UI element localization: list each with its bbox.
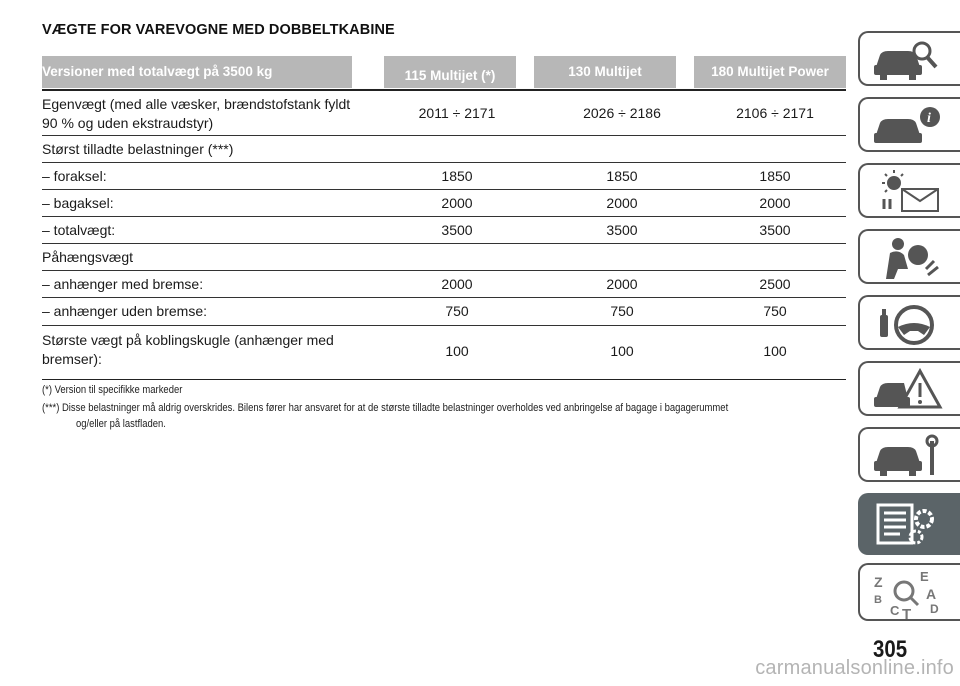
cell-180-multijet-power: 2500 <box>759 276 791 292</box>
cell-115-multijet: 100 <box>445 343 469 359</box>
cell-115-multijet: 2011 ÷ 2171 <box>418 105 496 121</box>
cell-130-multijet: 100 <box>610 343 634 359</box>
row-label: Største vægt på koblingskugle (anhænger med bremser): <box>42 332 334 367</box>
alphabetical-index-icon <box>868 569 948 621</box>
cell-180-multijet-power: 2000 <box>759 195 791 211</box>
tab-technical-data[interactable] <box>858 493 960 555</box>
table-header-115-multijet <box>384 56 516 88</box>
table-row <box>42 217 846 244</box>
cell-115-multijet: 2000 <box>441 195 473 211</box>
footnote-version: (*) Version til specifikke markeder <box>42 384 183 396</box>
steering-wheel-icon <box>868 301 948 347</box>
watermark: carmanualsonline.info <box>755 657 954 679</box>
cell-130-multijet: 2000 <box>606 195 638 211</box>
index-letter: Z <box>874 574 883 590</box>
svg-text:i: i <box>927 111 931 126</box>
index-letter: T <box>902 606 912 621</box>
cell-130-multijet: 1850 <box>606 168 638 184</box>
cell-180-multijet-power: 1850 <box>759 168 791 184</box>
index-letter: C <box>890 603 900 618</box>
cell-130-multijet: 2000 <box>606 276 638 292</box>
header-label: 180 Multijet Power <box>711 64 829 79</box>
cell-130-multijet: 2026 ÷ 2186 <box>583 105 661 121</box>
table-header-180-multijet-power <box>694 56 846 88</box>
cell-180-multijet-power: 3500 <box>759 222 791 238</box>
cell-130-multijet: 750 <box>610 303 634 319</box>
cell-115-multijet: 1850 <box>441 168 473 184</box>
row-label: – anhænger uden bremse: <box>42 303 207 319</box>
index-letter: A <box>926 586 937 602</box>
technical-data-icon <box>868 499 948 549</box>
cell-180-multijet-power: 100 <box>763 343 787 359</box>
footnote-max-loads-continued: og/eller på lastfladen. <box>76 418 166 430</box>
car-search-icon <box>868 37 948 83</box>
table-header-130-multijet <box>534 56 676 88</box>
tab-car-search[interactable] <box>858 31 960 86</box>
cell-180-multijet-power: 2106 ÷ 2171 <box>736 105 814 121</box>
tab-alphabetical-index[interactable] <box>858 563 960 621</box>
table-row <box>42 298 846 326</box>
table-row <box>42 190 846 217</box>
page-title: VÆGTE FOR VAREVOGNE MED DOBBELTKABINE <box>42 22 395 38</box>
cell-115-multijet: 2000 <box>441 276 473 292</box>
row-label: – bagaksel: <box>42 195 114 211</box>
index-letter: E <box>920 569 929 584</box>
table-row <box>42 91 846 136</box>
row-label: Påhængsvægt <box>42 249 134 265</box>
row-label: Størst tilladte belastninger (***) <box>42 141 234 157</box>
table-header-versions <box>42 56 352 88</box>
tab-car-service[interactable] <box>858 427 960 482</box>
tab-car-warning[interactable] <box>858 361 960 416</box>
index-letter: D <box>930 602 939 616</box>
cell-130-multijet: 3500 <box>606 222 638 238</box>
index-letter: B <box>874 594 882 606</box>
header-label: 130 Multijet <box>568 64 642 79</box>
header-label: Versioner med totalvægt på 3500 kg <box>42 64 273 79</box>
tab-dashboard-lights[interactable] <box>858 163 960 218</box>
cell-115-multijet: 750 <box>445 303 469 319</box>
header-label: 115 Multijet (*) <box>404 68 496 83</box>
table-row <box>42 136 846 163</box>
footnote-max-loads: (***) Disse belastninger må aldrig overskrides. Bilens fører har ansvaret for at de største tilladte belastninger overholdes ved anbringelse af bagage i bagagerummet <box>42 402 729 414</box>
table-row <box>42 326 846 380</box>
row-label: – anhænger med bremse: <box>42 276 204 292</box>
car-info-icon <box>868 103 948 149</box>
table-row <box>42 271 846 298</box>
airbag-passenger-icon <box>868 235 948 281</box>
page-number: 305 <box>873 636 908 663</box>
row-label: – totalvægt: <box>42 222 116 238</box>
tab-steering-wheel[interactable] <box>858 295 960 350</box>
cell-115-multijet: 3500 <box>441 222 473 238</box>
cell-180-multijet-power: 750 <box>763 303 787 319</box>
car-service-icon <box>868 433 948 479</box>
dashboard-lights-icon <box>868 169 948 215</box>
tab-car-info[interactable] <box>858 97 960 152</box>
tab-airbag-passenger[interactable] <box>858 229 960 284</box>
row-label: Egenvægt (med alle væsker, brændstofstank fyldt 90 % og uden ekstraudstyr) <box>42 96 351 131</box>
table-row <box>42 244 846 271</box>
row-label: – foraksel: <box>42 168 107 184</box>
car-warning-icon <box>868 367 948 413</box>
table-row <box>42 163 846 190</box>
